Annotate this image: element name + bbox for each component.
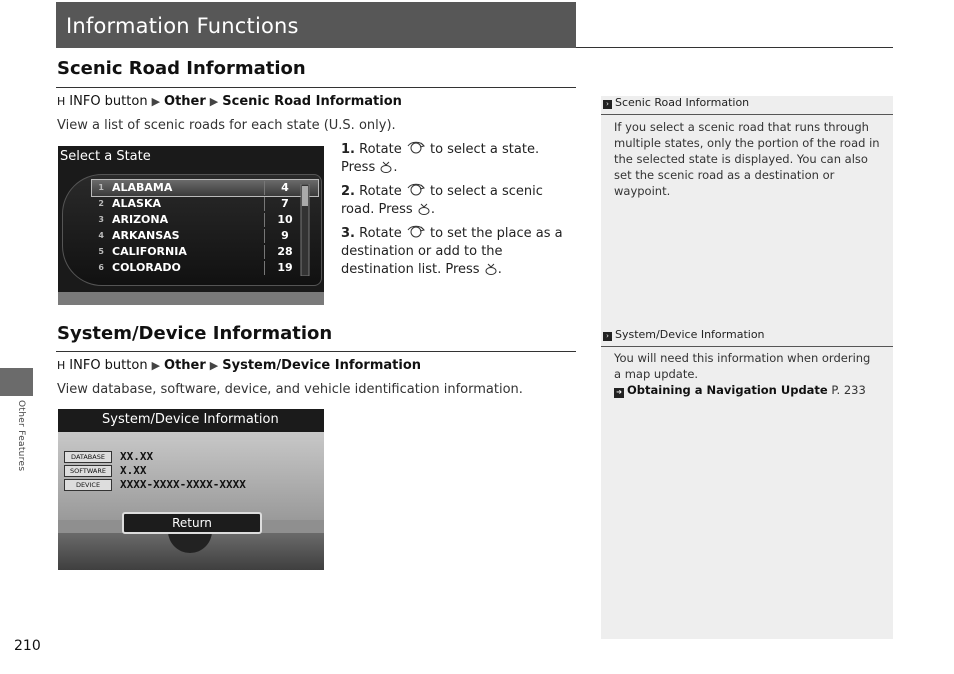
row-count: 9 bbox=[281, 229, 289, 242]
note-device-heading bbox=[603, 328, 765, 341]
row-name: ARKANSAS bbox=[112, 229, 180, 242]
step-number: 1. bbox=[341, 142, 355, 157]
scenic-nav-path bbox=[57, 94, 402, 109]
note-icon: › bbox=[603, 100, 612, 109]
note-device-body bbox=[614, 350, 880, 398]
path-start: INFO button bbox=[69, 358, 148, 373]
row-name: ARIZONA bbox=[112, 213, 169, 226]
step-text: Rotate bbox=[359, 184, 402, 199]
note-scenic-heading bbox=[603, 96, 749, 109]
path-end: System/Device Information bbox=[222, 358, 422, 373]
row-name: ALASKA bbox=[112, 197, 161, 210]
note-scenic-body: If you select a scenic road that runs through multiple states, only the portion of the road in the selected state is displayed. You can also set the scenic road as a destination or waypoint. bbox=[614, 120, 880, 198]
state-row-arkansas[interactable] bbox=[92, 228, 318, 244]
row-number: 1 bbox=[98, 183, 104, 192]
arrow-right-icon: ▶ bbox=[151, 359, 161, 372]
step-text: Rotate bbox=[359, 142, 402, 157]
path-end: Scenic Road Information bbox=[222, 94, 402, 109]
step-end: . bbox=[393, 160, 398, 175]
row-number: 2 bbox=[98, 199, 104, 208]
note-heading-text: Scenic Road Information bbox=[615, 96, 750, 109]
title-rule bbox=[576, 47, 893, 48]
step-text: to set the place as a destination or add to the destination list. Press bbox=[341, 226, 563, 277]
rotate-knob-icon bbox=[406, 224, 426, 240]
row-count: 28 bbox=[277, 245, 293, 258]
row-name: CALIFORNIA bbox=[112, 245, 187, 258]
page-title: Information Functions bbox=[66, 14, 299, 38]
return-button[interactable]: Return bbox=[122, 512, 262, 534]
page-number: 210 bbox=[14, 638, 41, 654]
scenic-rule bbox=[56, 87, 576, 88]
press-knob-icon bbox=[379, 160, 393, 174]
link-arrow-icon: ➜ bbox=[614, 388, 624, 398]
step-3 bbox=[341, 224, 573, 279]
device-row bbox=[64, 478, 246, 491]
note-heading-text: System/Device Information bbox=[615, 328, 765, 341]
step-text: to select a state. Press bbox=[341, 142, 540, 175]
row-number: 6 bbox=[98, 263, 104, 272]
chapter-label: Other Features bbox=[16, 400, 26, 472]
note-rule bbox=[601, 346, 893, 347]
scenic-description: View a list of scenic roads for each state (U.S. only). bbox=[57, 118, 396, 133]
step-number: 3. bbox=[341, 226, 355, 241]
scrollbar[interactable] bbox=[298, 184, 312, 276]
row-count: 10 bbox=[277, 213, 293, 226]
row-value: XX.XX bbox=[120, 450, 154, 463]
device-description: View database, software, device, and vehicle identification information. bbox=[57, 382, 523, 397]
state-list bbox=[92, 180, 318, 276]
row-value: XXXX-XXXX-XXXX-XXXX bbox=[120, 478, 246, 491]
note-rule bbox=[601, 114, 893, 115]
step-1 bbox=[341, 140, 573, 177]
arrow-right-icon: ▶ bbox=[209, 359, 219, 372]
state-row-alabama[interactable] bbox=[92, 180, 318, 196]
row-tag: DATABASE bbox=[64, 451, 112, 463]
device-rule bbox=[56, 351, 576, 352]
press-knob-icon bbox=[417, 202, 431, 216]
note-icon: › bbox=[603, 332, 612, 341]
step-number: 2. bbox=[341, 184, 355, 199]
row-value: X.XX bbox=[120, 464, 147, 477]
arrow-right-icon: ▶ bbox=[151, 95, 161, 108]
step-end: . bbox=[497, 262, 502, 277]
screen-title: System/Device Information bbox=[102, 412, 279, 427]
info-button-icon: H bbox=[57, 359, 66, 372]
device-heading: System/Device Information bbox=[57, 323, 333, 344]
step-end: . bbox=[430, 202, 435, 217]
row-count: 7 bbox=[281, 197, 289, 210]
path-start: INFO button bbox=[69, 94, 148, 109]
row-tag: DEVICE bbox=[64, 479, 112, 491]
state-row-arizona[interactable] bbox=[92, 212, 318, 228]
system-device-screen bbox=[58, 409, 324, 570]
select-state-screen bbox=[58, 146, 324, 305]
update-link[interactable]: Obtaining a Navigation Update bbox=[627, 383, 828, 397]
database-row bbox=[64, 450, 153, 463]
row-count: 4 bbox=[281, 181, 289, 194]
software-row bbox=[64, 464, 147, 477]
rotate-knob-icon bbox=[406, 182, 426, 198]
path-mid: Other bbox=[164, 94, 206, 109]
state-row-california[interactable] bbox=[92, 244, 318, 260]
state-row-alaska[interactable] bbox=[92, 196, 318, 212]
note-body-text: You will need this information when ordering a map update. bbox=[614, 351, 871, 381]
row-number: 5 bbox=[98, 247, 104, 256]
row-name: COLORADO bbox=[112, 261, 181, 274]
step-2 bbox=[341, 182, 573, 219]
step-text: to select a scenic road. Press bbox=[341, 184, 543, 217]
info-button-icon: H bbox=[57, 95, 66, 108]
chapter-tab bbox=[0, 368, 33, 396]
row-name: ALABAMA bbox=[112, 181, 173, 194]
scenic-heading: Scenic Road Information bbox=[57, 58, 306, 79]
state-row-colorado[interactable] bbox=[92, 260, 318, 276]
row-number: 3 bbox=[98, 215, 104, 224]
rotate-knob-icon bbox=[406, 140, 426, 156]
screen-bottom-bar bbox=[58, 292, 324, 305]
row-count: 19 bbox=[277, 261, 293, 274]
path-mid: Other bbox=[164, 358, 206, 373]
device-nav-path bbox=[57, 358, 421, 373]
link-page: P. 233 bbox=[831, 383, 866, 397]
arrow-right-icon: ▶ bbox=[209, 95, 219, 108]
press-knob-icon bbox=[484, 262, 498, 276]
row-number: 4 bbox=[98, 231, 104, 240]
row-tag: SOFTWARE bbox=[64, 465, 112, 477]
screen-title: Select a State bbox=[60, 149, 151, 164]
step-text: Rotate bbox=[359, 226, 402, 241]
